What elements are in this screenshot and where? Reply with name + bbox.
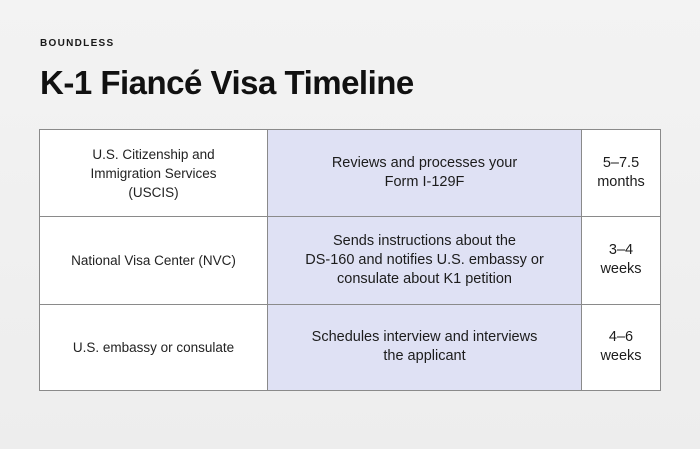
duration-text: 5–7.5 months [597,155,645,191]
table-row [40,217,661,304]
duration-cell [582,130,661,217]
action-text: Sends instructions about the DS-160 and notifies U.S. embassy or consulate about K1 petition [305,232,544,287]
action-text: Reviews and processes your Form I-129F [331,155,518,191]
duration-text: 3–4 weeks [600,242,642,278]
agency-text: U.S. Citizenship and Immigration Services (USCIS) [90,146,217,200]
agency-text: National Visa Center (NVC) [71,252,236,268]
agency-cell [40,130,268,217]
table-row [40,304,661,390]
agency-cell [40,217,268,304]
timeline-table [39,129,661,391]
agency-cell [40,304,268,390]
duration-text: 4–6 weeks [600,329,642,365]
action-cell [268,217,582,304]
action-cell [268,304,582,390]
brand-label: BOUNDLESS [40,38,115,49]
action-cell [268,130,582,217]
duration-cell [582,304,661,390]
action-text: Schedules interview and interviews the applicant [311,329,538,365]
page-title: K-1 Fiancé Visa Timeline [40,64,414,101]
agency-text: U.S. embassy or consulate [72,339,235,355]
table-row [40,130,661,217]
duration-cell [582,217,661,304]
